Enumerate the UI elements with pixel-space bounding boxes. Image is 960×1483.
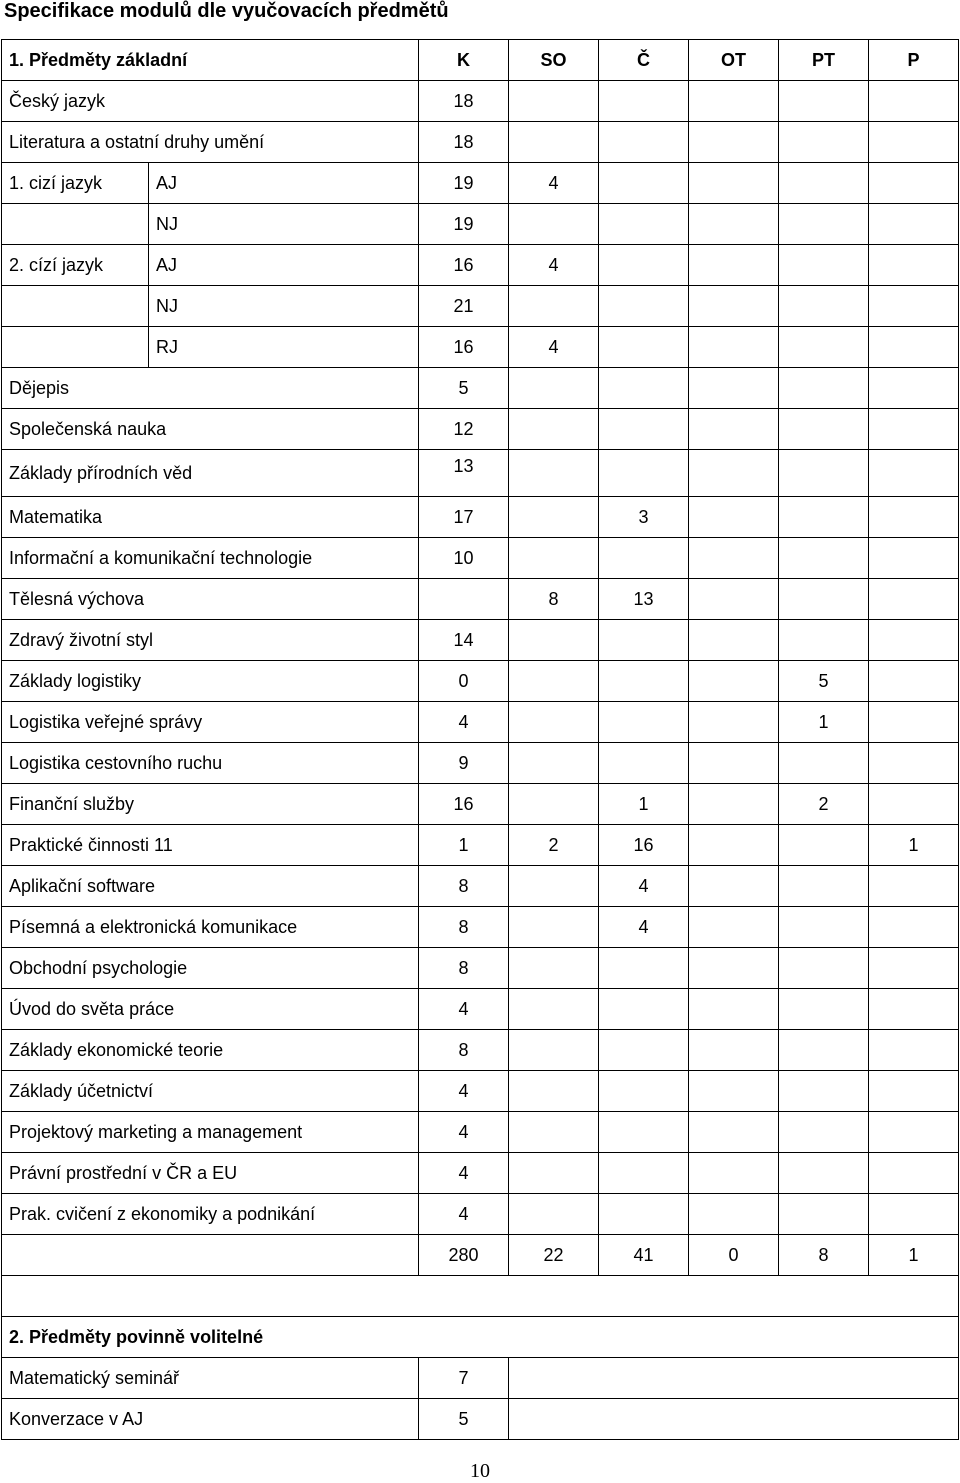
table-row	[2, 1194, 959, 1235]
module-count	[599, 286, 689, 327]
total-value: 280	[419, 1235, 509, 1276]
table-row	[2, 1030, 959, 1071]
module-count	[599, 1194, 689, 1235]
module-count	[689, 784, 779, 825]
module-count	[509, 784, 599, 825]
module-count: 17	[419, 497, 509, 538]
module-count	[689, 989, 779, 1030]
subject-name: Český jazyk	[2, 81, 419, 122]
module-count: 3	[599, 497, 689, 538]
module-count: 4	[509, 245, 599, 286]
subject-name: Společenská nauka	[2, 409, 419, 450]
module-count	[869, 450, 959, 497]
module-count	[779, 1030, 869, 1071]
table-row	[2, 122, 959, 163]
module-count	[689, 948, 779, 989]
table-row	[2, 1358, 959, 1399]
subject-name: Zdravý životní styl	[2, 620, 419, 661]
module-count	[599, 122, 689, 163]
module-count: 5	[419, 368, 509, 409]
module-count	[509, 907, 599, 948]
module-count: 18	[419, 122, 509, 163]
module-count	[509, 1112, 599, 1153]
module-count	[869, 286, 959, 327]
module-count	[779, 989, 869, 1030]
module-count	[689, 825, 779, 866]
module-count: 13	[599, 579, 689, 620]
module-count	[689, 122, 779, 163]
module-count	[689, 327, 779, 368]
module-count	[689, 661, 779, 702]
subject-name: Základy ekonomické teorie	[2, 1030, 419, 1071]
module-count	[689, 286, 779, 327]
table-row	[2, 286, 959, 327]
module-count	[689, 538, 779, 579]
module-count	[779, 163, 869, 204]
total-value: 22	[509, 1235, 599, 1276]
module-count	[689, 743, 779, 784]
module-count	[779, 538, 869, 579]
subject-name: Projektový marketing a management	[2, 1112, 419, 1153]
module-count	[779, 620, 869, 661]
module-count	[779, 907, 869, 948]
subject-name: Základy logistiky	[2, 661, 419, 702]
module-count: 2	[779, 784, 869, 825]
module-count: 13	[419, 450, 509, 497]
subject-name: Dějepis	[2, 368, 419, 409]
empty-cell	[509, 1399, 959, 1440]
total-value: 0	[689, 1235, 779, 1276]
module-count	[689, 204, 779, 245]
module-count	[779, 1153, 869, 1194]
table-row	[2, 989, 959, 1030]
module-count: 16	[419, 327, 509, 368]
section-header-row	[2, 1317, 959, 1358]
module-count	[509, 450, 599, 497]
section-header-row	[2, 40, 959, 81]
module-count	[689, 1194, 779, 1235]
module-count	[779, 948, 869, 989]
table-row	[2, 409, 959, 450]
spacer-row	[2, 1276, 959, 1317]
module-count: 4	[419, 702, 509, 743]
table-row	[2, 368, 959, 409]
module-count: 1	[779, 702, 869, 743]
module-count: 10	[419, 538, 509, 579]
module-count	[509, 702, 599, 743]
module-count	[869, 497, 959, 538]
module-count	[869, 204, 959, 245]
module-count	[509, 409, 599, 450]
module-count	[599, 1153, 689, 1194]
module-count	[869, 784, 959, 825]
module-count	[689, 409, 779, 450]
module-count	[689, 1030, 779, 1071]
module-count	[869, 579, 959, 620]
module-count	[689, 245, 779, 286]
module-count	[779, 825, 869, 866]
total-value: 8	[779, 1235, 869, 1276]
table-row	[2, 866, 959, 907]
subject-name: Informační a komunikační technologie	[2, 538, 419, 579]
module-count: 19	[419, 204, 509, 245]
table-row	[2, 1071, 959, 1112]
module-count	[869, 866, 959, 907]
table-row	[2, 497, 959, 538]
module-count	[419, 579, 509, 620]
module-count	[869, 409, 959, 450]
module-count	[599, 368, 689, 409]
column-header: K	[419, 40, 509, 81]
module-count	[689, 866, 779, 907]
module-count	[509, 1194, 599, 1235]
module-count	[869, 989, 959, 1030]
module-count	[599, 163, 689, 204]
module-count: 1	[869, 825, 959, 866]
module-count	[599, 661, 689, 702]
module-count	[869, 1030, 959, 1071]
module-count	[869, 1112, 959, 1153]
subject-name: Základy přírodních věd	[2, 450, 419, 497]
subject-name: Úvod do světa práce	[2, 989, 419, 1030]
module-count: 16	[419, 784, 509, 825]
module-count: 4	[419, 1153, 509, 1194]
module-count: 5	[779, 661, 869, 702]
subject-name: Logistika veřejné správy	[2, 702, 419, 743]
module-table	[1, 39, 959, 1440]
table-row	[2, 907, 959, 948]
table-row	[2, 1399, 959, 1440]
module-count	[779, 122, 869, 163]
subject-name: Tělesná výchova	[2, 579, 419, 620]
module-count	[869, 163, 959, 204]
module-count	[779, 450, 869, 497]
module-count	[689, 368, 779, 409]
page-number: 10	[470, 1460, 490, 1482]
module-count: 1	[419, 825, 509, 866]
module-count	[869, 907, 959, 948]
subject-name: Obchodní psychologie	[2, 948, 419, 989]
table-row	[2, 245, 959, 286]
module-count	[689, 450, 779, 497]
module-count	[869, 368, 959, 409]
table-row	[2, 825, 959, 866]
subject-name: Logistika cestovního ruchu	[2, 743, 419, 784]
subject-name: Právní prostřední v ČR a EU	[2, 1153, 419, 1194]
module-count	[869, 327, 959, 368]
subject-name: 1. cizí jazyk	[2, 163, 149, 204]
module-count	[509, 989, 599, 1030]
module-count	[869, 702, 959, 743]
module-count	[599, 1030, 689, 1071]
subject-name: Praktické činnosti 11	[2, 825, 419, 866]
table-row	[2, 620, 959, 661]
module-count: 8	[419, 907, 509, 948]
module-count: 4	[509, 327, 599, 368]
module-count: 18	[419, 81, 509, 122]
table-row	[2, 661, 959, 702]
page-title: Specifikace modulů dle vyučovacích předmětů	[4, 0, 449, 22]
subject-name: Konverzace v AJ	[2, 1399, 419, 1440]
module-count: 0	[419, 661, 509, 702]
module-count	[689, 702, 779, 743]
module-count	[509, 620, 599, 661]
table-row	[2, 743, 959, 784]
module-count: 2	[509, 825, 599, 866]
module-count	[599, 538, 689, 579]
table-row	[2, 1153, 959, 1194]
module-count	[689, 1071, 779, 1112]
module-count	[599, 620, 689, 661]
module-count	[869, 538, 959, 579]
module-count: 16	[599, 825, 689, 866]
module-count	[599, 702, 689, 743]
subject-name: Literatura a ostatní druhy umění	[2, 122, 419, 163]
module-count: 4	[419, 1071, 509, 1112]
table-row	[2, 702, 959, 743]
module-count	[509, 538, 599, 579]
module-count	[509, 743, 599, 784]
module-count	[779, 409, 869, 450]
module-count: 7	[419, 1358, 509, 1399]
module-count	[779, 866, 869, 907]
empty-cell	[509, 1358, 959, 1399]
module-count	[779, 204, 869, 245]
module-count: 8	[419, 1030, 509, 1071]
table-row	[2, 204, 959, 245]
column-header: Č	[599, 40, 689, 81]
module-count	[509, 368, 599, 409]
module-count	[779, 1071, 869, 1112]
module-count: 8	[419, 948, 509, 989]
total-value: 41	[599, 1235, 689, 1276]
table-row	[2, 163, 959, 204]
module-count	[599, 327, 689, 368]
table-row	[2, 1112, 959, 1153]
module-count	[509, 286, 599, 327]
module-count: 4	[509, 163, 599, 204]
module-count	[509, 497, 599, 538]
module-count	[509, 1071, 599, 1112]
module-count	[869, 948, 959, 989]
module-count	[599, 245, 689, 286]
module-count	[599, 450, 689, 497]
table-row	[2, 327, 959, 368]
subject-name: Prak. cvičení z ekonomiky a podnikání	[2, 1194, 419, 1235]
module-count	[689, 579, 779, 620]
column-header: SO	[509, 40, 599, 81]
module-count	[689, 907, 779, 948]
language-code: NJ	[149, 286, 419, 327]
module-count	[869, 81, 959, 122]
module-count: 19	[419, 163, 509, 204]
module-count	[509, 81, 599, 122]
module-count	[509, 866, 599, 907]
table-row	[2, 579, 959, 620]
module-count: 16	[419, 245, 509, 286]
module-count	[779, 497, 869, 538]
module-count	[779, 579, 869, 620]
module-count	[779, 368, 869, 409]
language-code: AJ	[149, 245, 419, 286]
module-count	[689, 163, 779, 204]
column-header: PT	[779, 40, 869, 81]
module-count: 12	[419, 409, 509, 450]
module-count: 4	[419, 1112, 509, 1153]
module-count	[599, 743, 689, 784]
module-count: 21	[419, 286, 509, 327]
module-count	[869, 122, 959, 163]
table-row	[2, 538, 959, 579]
table-row	[2, 784, 959, 825]
table-row	[2, 948, 959, 989]
subject-name	[2, 204, 149, 245]
module-count	[509, 122, 599, 163]
module-count	[779, 245, 869, 286]
language-code: NJ	[149, 204, 419, 245]
module-count: 1	[599, 784, 689, 825]
module-count	[779, 1112, 869, 1153]
table-row	[2, 81, 959, 122]
module-count	[599, 409, 689, 450]
subject-name	[2, 286, 149, 327]
module-count: 9	[419, 743, 509, 784]
module-count	[869, 1194, 959, 1235]
subject-name	[2, 327, 149, 368]
module-count	[509, 661, 599, 702]
subject-name: Základy účetnictví	[2, 1071, 419, 1112]
module-count	[779, 1194, 869, 1235]
module-count	[869, 245, 959, 286]
module-count	[779, 286, 869, 327]
module-count	[779, 743, 869, 784]
module-count	[509, 1030, 599, 1071]
module-count	[599, 204, 689, 245]
totals-label-cell	[2, 1235, 419, 1276]
module-count: 8	[419, 866, 509, 907]
module-count	[599, 1071, 689, 1112]
module-count: 14	[419, 620, 509, 661]
module-count	[689, 620, 779, 661]
module-count	[509, 948, 599, 989]
module-count	[869, 1071, 959, 1112]
module-count	[869, 743, 959, 784]
totals-row	[2, 1235, 959, 1276]
column-header: OT	[689, 40, 779, 81]
module-count: 8	[509, 579, 599, 620]
module-count	[869, 1153, 959, 1194]
spacer-cell	[2, 1276, 959, 1317]
section-heading: 2. Předměty povinně volitelné	[2, 1317, 959, 1358]
module-count: 4	[599, 866, 689, 907]
module-count: 4	[419, 989, 509, 1030]
subject-name: Matematický seminář	[2, 1358, 419, 1399]
module-count	[869, 620, 959, 661]
subject-name: 2. cízí jazyk	[2, 245, 149, 286]
module-count	[779, 81, 869, 122]
module-count	[509, 204, 599, 245]
subject-name: Finanční služby	[2, 784, 419, 825]
module-count	[689, 497, 779, 538]
table-row	[2, 450, 959, 497]
module-count	[599, 948, 689, 989]
subject-name: Matematika	[2, 497, 419, 538]
subject-name: Písemná a elektronická komunikace	[2, 907, 419, 948]
column-header: P	[869, 40, 959, 81]
language-code: AJ	[149, 163, 419, 204]
language-code: RJ	[149, 327, 419, 368]
module-count	[779, 327, 869, 368]
module-count	[599, 81, 689, 122]
module-count: 4	[419, 1194, 509, 1235]
section-heading: 1. Předměty základní	[2, 40, 419, 81]
module-count	[689, 1112, 779, 1153]
subject-name: Aplikační software	[2, 866, 419, 907]
total-value: 1	[869, 1235, 959, 1276]
module-count	[509, 1153, 599, 1194]
module-count	[869, 661, 959, 702]
module-count: 5	[419, 1399, 509, 1440]
module-count	[689, 81, 779, 122]
module-count	[689, 1153, 779, 1194]
module-count: 4	[599, 907, 689, 948]
module-count	[599, 989, 689, 1030]
module-count	[599, 1112, 689, 1153]
